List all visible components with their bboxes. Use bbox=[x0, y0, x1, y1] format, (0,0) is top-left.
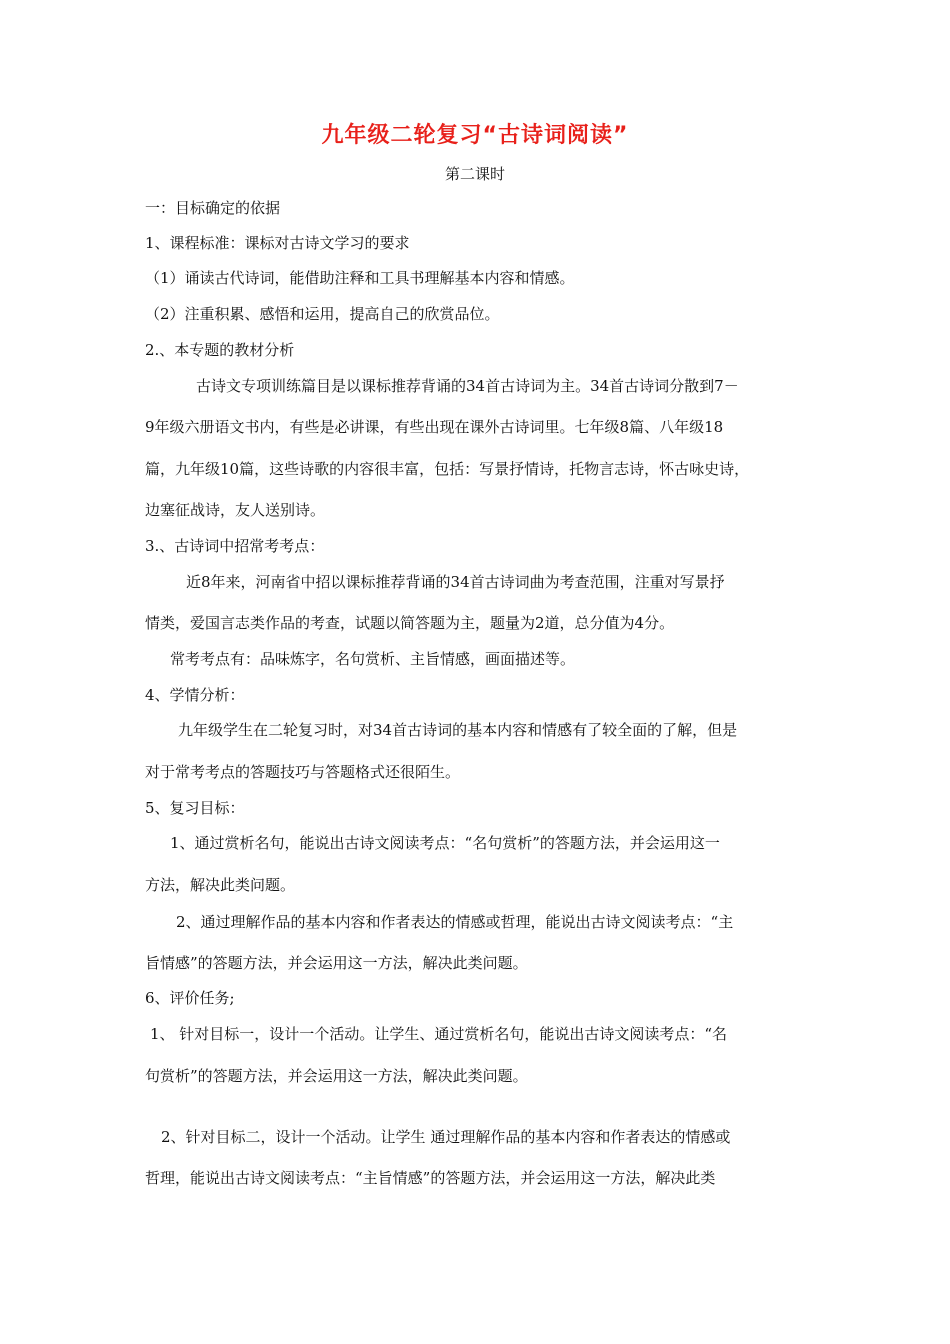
paragraph-line: 2、通过理解作品的基本内容和作者表达的情感或哲理，能说出古诗文阅读考点：“主 bbox=[176, 913, 734, 931]
paragraph-line: 1、课程标准：课标对古诗文学习的要求 bbox=[145, 234, 410, 252]
section-heading: 3.、古诗词中招常考考点： bbox=[145, 537, 325, 555]
paragraph-line: 1、 针对目标一，设计一个活动。让学生、通过赏析名句，能说出古诗文阅读考点：“名 bbox=[150, 1025, 727, 1043]
section-heading: 6、评价任务; bbox=[145, 989, 235, 1007]
paragraph-line: 情类，爱国言志类作品的考查，试题以简答题为主，题量为2道，总分值为4分。 bbox=[145, 614, 675, 632]
paragraph-line: 近8年来，河南省中招以课标推荐背诵的34首古诗词曲为考查范围，注重对写景抒 bbox=[186, 573, 725, 591]
document-subtitle: 第二课时 bbox=[444, 165, 505, 183]
paragraph-line: （2）注重积累、感悟和运用，提高自己的欣赏品位。 bbox=[145, 305, 500, 323]
paragraph-line: （1）诵读古代诗词，能借助注释和工具书理解基本内容和情感。 bbox=[145, 269, 575, 287]
paragraph-line: 边塞征战诗，友人送别诗。 bbox=[145, 501, 326, 519]
document-title: 九年级二轮复习“古诗词阅读” bbox=[321, 123, 629, 148]
section-heading: 2.、本专题的教材分析 bbox=[145, 341, 295, 359]
paragraph-line: 方法，解决此类问题。 bbox=[145, 876, 296, 894]
paragraph-line: 旨情感”的答题方法，并会运用这一方法，解决此类问题。 bbox=[145, 954, 528, 972]
paragraph-line: 篇，九年级10篇，这些诗歌的内容很丰富，包括：写景抒情诗，托物言志诗，怀古咏史诗， bbox=[145, 460, 750, 478]
paragraph-line: 9年级六册语文书内，有些是必讲课，有些出现在课外古诗词里。七年级8篇、八年级18 bbox=[145, 418, 724, 436]
paragraph-line: 哲理，能说出古诗文阅读考点：“主旨情感”的答题方法，并会运用这一方法，解决此类 bbox=[145, 1169, 716, 1187]
paragraph-line: 九年级学生在二轮复习时，对34首古诗词的基本内容和情感有了较全面的了解，但是 bbox=[178, 721, 738, 739]
paragraph-line: 1、通过赏析名句，能说出古诗文阅读考点：“名句赏析”的答题方法，并会运用这一 bbox=[170, 834, 720, 852]
paragraph-line: 句赏析”的答题方法，并会运用这一方法，解决此类问题。 bbox=[145, 1067, 528, 1085]
section-heading: 5、复习目标： bbox=[145, 799, 245, 817]
paragraph-line: 2、针对目标二，设计一个活动。让学生 通过理解作品的基本内容和作者表达的情感或 bbox=[161, 1128, 731, 1146]
paragraph-line: 常考考点有：品味炼字，名句赏析、主旨情感，画面描述等。 bbox=[170, 650, 576, 668]
section-heading: 一：目标确定的依据 bbox=[145, 199, 281, 217]
paragraph-line: 对于常考考点的答题技巧与答题格式还很陌生。 bbox=[145, 763, 461, 781]
section-heading: 4、学情分析： bbox=[145, 686, 245, 704]
paragraph-line: 古诗文专项训练篇目是以课标推荐背诵的34首古诗词为主。34首古诗词分散到7－ bbox=[196, 377, 739, 395]
